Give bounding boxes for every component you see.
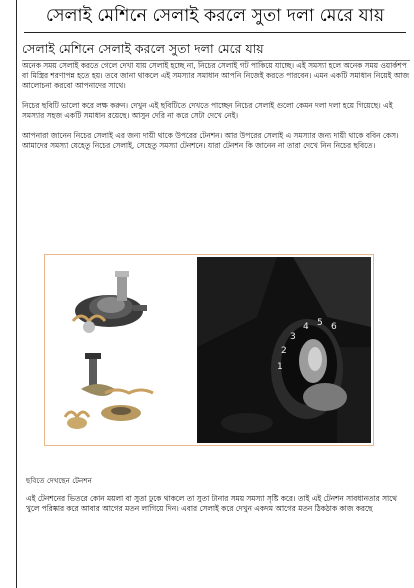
paragraph-intro: অনেক সময় সেলাই করতে গেলে দেখা যায় সেলাই হচ্ছে না, নিচের সেলাই গট পাকিয়ে যাচ্ছে। এই সমস্যা হলে অনেক সময় ওয়ার্কশপ বা মিস্ত্রির শরণাপন্ন হতে হয়। তবে জানা থাকলে এই সমস্যার সমাধান আপনি নিজেই করতে পারবেন। এমন একটি সমাধান নিয়েই আজ আলোচনা করবো আপনাদের সাথে।	[22, 61, 410, 90]
article-heading: সেলাই মেশিনে সেলাই করলে সুতা দলা মেরে যায়	[22, 40, 410, 61]
dial-number: 2	[281, 346, 287, 356]
dial-number: 6	[331, 322, 337, 332]
paragraph-cause: আপনারা জানেন নিচের সেলাই এর জন্য দায়ী থাকে উপরের টেনশন। আর উপরের সেলাই এ সমস্যার জন্য দায়ী থাকে ববিন কেস। আমাদের সমস্যা যেহেতু নিচের সেলাই, সেহেতু সমস্যা টেনশনে। যারা টেনশন কি জানেন না তারা দেখে নিন নিচের ছবিতে।	[22, 131, 399, 150]
left-margin-rule	[16, 0, 17, 588]
paragraph-solution: এই টেনশনের ভিতরে কোন ময়লা বা সুতা ঢুকে থাকলে তা সুতা টানার সময় সমস্যা সৃষ্টি করে। তাই এই টেনশন সাবধানতার সাথে খুলে পরিষ্কার করে আবার আগের মতন লাগিয়ে দিন। এবার সেলাই করে দেখুন একদম আগের মতন ঠিকঠাক কাজ করছে	[26, 494, 397, 513]
dial-number: 5	[317, 318, 323, 328]
tension-figure	[44, 254, 374, 446]
page-title: সেলাই মেশিনে সেলাই করলে সুতা দলা মেরে যায়	[24, 2, 406, 33]
paragraph-problem: নিচের ছবিটি ভালো করে লক্ষ করুন। দেখুন এই ছবিটিতে দেখতে পাচ্ছেন নিচের সেলাই গুলো কেমন দলা দলা হয়ে গিয়েছে। এই সমস্যার সহজ একটি সমাধান রয়েছে। আসুন দেরি না করে সেটা দেখে নেই।	[22, 101, 393, 120]
article-body	[22, 40, 410, 161]
dial-number: 3	[290, 332, 296, 342]
tension-parts-photo	[59, 353, 155, 439]
tension-dial-closeup-photo	[197, 257, 371, 443]
tension-assembly-photo	[59, 261, 155, 347]
dial-number: 4	[303, 322, 309, 332]
dial-number: 1	[277, 362, 283, 372]
figure-caption: ছবিতে দেখছেন টেনশন	[26, 476, 92, 485]
